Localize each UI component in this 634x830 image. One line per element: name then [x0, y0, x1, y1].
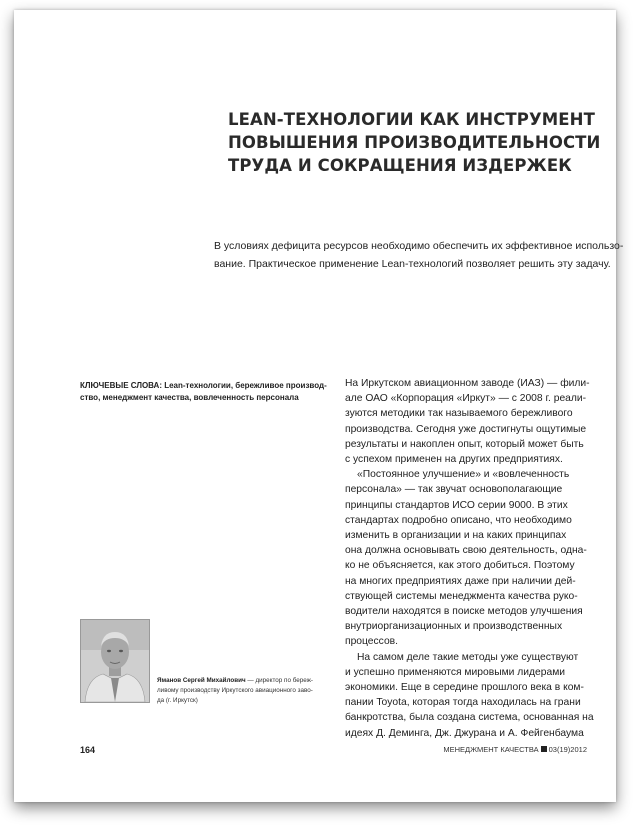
author-role: — директор по береж- [245, 677, 313, 684]
body-line: результаты и накоплен опыт, который может быть [345, 438, 584, 450]
lead-line: В условиях дефицита ресурсов необходимо обеспечить их эффективное использо- [214, 240, 624, 252]
body-line: внутриорганизационных и производственных [345, 621, 563, 633]
body-line: производства. Сегодня уже достигнуты ощутимые [345, 423, 587, 435]
title-line: ПОВЫШЕНИЯ ПРОИЗВОДИТЕЛЬНОСТИ [228, 133, 601, 152]
body-line: принципы стандартов ИСО серии 9000. В этих [345, 499, 568, 511]
title-line: LEAN-ТЕХНОЛОГИИ КАК ИНСТРУМЕНТ [228, 110, 595, 129]
keywords-line: ство, менеджмент качества, вовлеченность персонала [80, 393, 299, 402]
author-photo [80, 619, 150, 703]
lead-line: вание. Практическое применение Lean-технологий позволяет решить эту задачу. [214, 258, 611, 270]
page-number: 164 [80, 745, 96, 755]
body-line: на многих предприятиях даже при наличии дей- [345, 575, 576, 587]
body-line: «Постоянное улучшение» и «вовлеченность [357, 469, 570, 481]
body-line: водители находятся в поиске методов улучшения [345, 606, 583, 618]
body-line: персонала» — так звучат основополагающие [345, 484, 563, 496]
article-title [228, 108, 601, 177]
body-line: зуются методики так называемого бережливого [345, 408, 573, 420]
author-name: Яманов Сергей Михайлович [157, 677, 246, 684]
body-text [345, 376, 594, 741]
body-line: с успехом применен на других предприятиях. [345, 454, 563, 466]
author-role: да (г. Иркутск) [157, 697, 198, 704]
running-footer [443, 745, 587, 754]
body-line: идеях Д. Деминга, Дж. Джурана и А. Фейгенбаума [345, 727, 584, 739]
issue-number: 03(19)2012 [548, 745, 587, 754]
keywords-line: КЛЮЧЕВЫЕ СЛОВА: Lean-технологии, бережливое производ- [80, 381, 327, 390]
body-line: и успешно применяются мировыми лидерами [345, 666, 566, 678]
portrait-photo-icon [81, 620, 149, 702]
lead-paragraph [214, 237, 624, 273]
keywords [80, 380, 330, 404]
body-line: пании Toyota, которая тогда находилась на грани [345, 697, 581, 709]
body-line: На Иркутском авиационном заводе (ИАЗ) — фили- [345, 378, 590, 389]
body-line: она должна основывать свою деятельность, одна- [345, 545, 587, 557]
body-line: але ОАО «Корпорация «Иркут» — с 2008 г. реали- [345, 393, 587, 405]
author-caption [157, 676, 337, 706]
title-line: ТРУДА И СОКРАЩЕНИЯ ИЗДЕРЖЕК [228, 156, 572, 175]
body-line: изменить в организации и на каких принципах [345, 530, 567, 542]
body-line: процессов. [345, 636, 399, 648]
body-line: экономики. Еще в середине прошлого века в ком- [345, 682, 584, 694]
journal-name: МЕНЕДЖМЕНТ КАЧЕСТВА [443, 745, 539, 754]
body-line: ко не объясняется, как этого добиться. Поэтому [345, 560, 575, 572]
square-bullet-icon [541, 746, 547, 752]
body-line: стандартах подробно описано, что необходимо [345, 514, 572, 526]
body-line: ствующей системы менеджмента качества руко- [345, 590, 578, 602]
body-line: На самом деле такие методы уже существуют [357, 651, 579, 663]
body-line: банкротства, была создана система, основанная на [345, 712, 594, 724]
author-role: ливому производству Иркутского авиационного заво- [157, 687, 313, 694]
